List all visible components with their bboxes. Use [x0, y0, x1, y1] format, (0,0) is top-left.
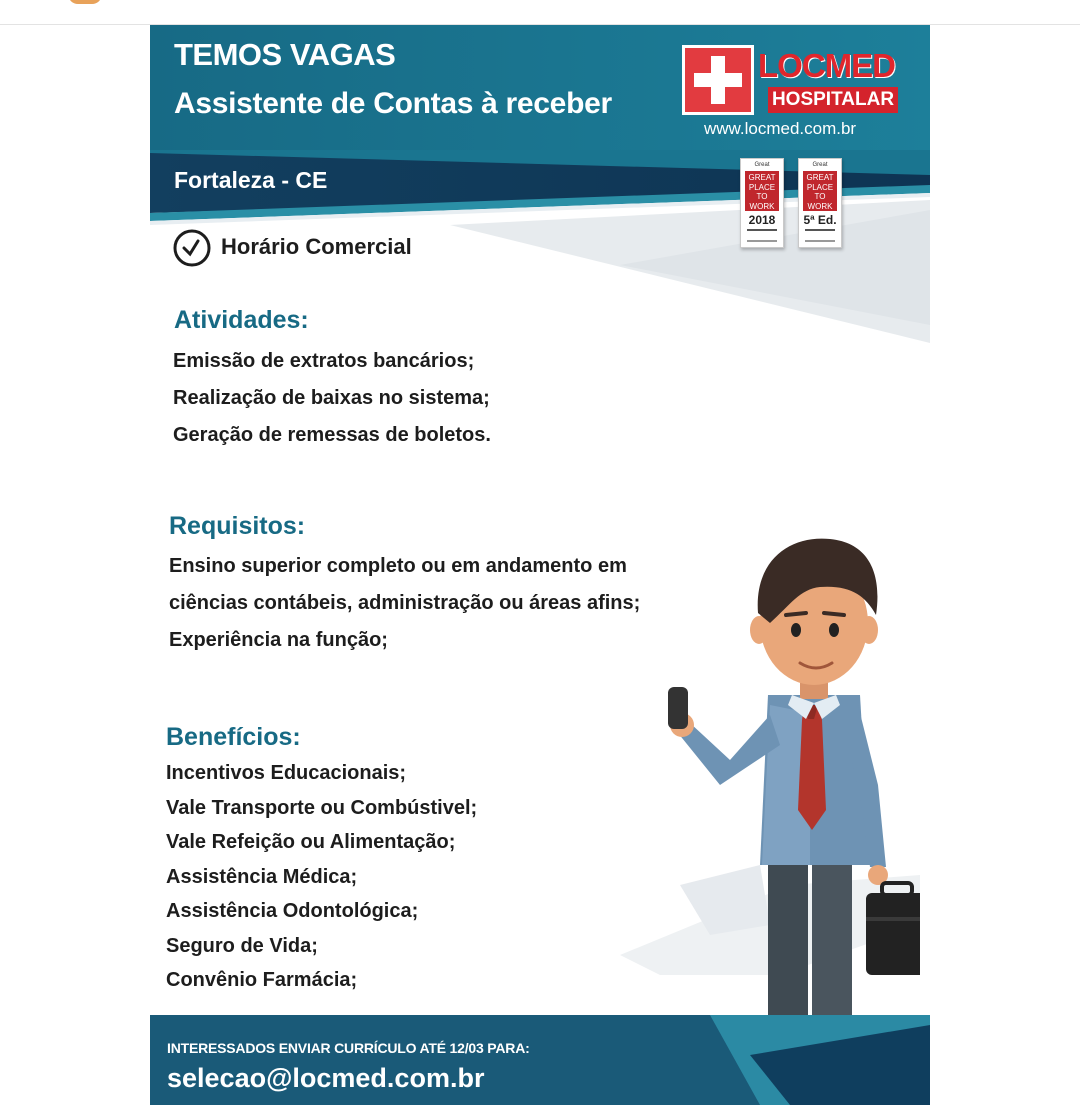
list-item: Vale Transporte ou Combústivel; — [166, 796, 478, 819]
list-item: Seguro de Vida; — [166, 934, 318, 957]
requirements-heading: Requisitos: — [169, 512, 306, 540]
top-strip — [0, 0, 1080, 25]
list-item: Convênio Farmácia; — [166, 969, 358, 991]
award-value: 2018 — [748, 213, 776, 227]
headline: TEMOS VAGAS — [174, 37, 396, 72]
list-item: Experiência na função; — [169, 629, 388, 651]
application-instruction: INTERESSADOS ENVIAR CURRÍCULO ATÉ 12/03 PARA: — [167, 1040, 530, 1056]
benefits-heading: Benefícios: — [166, 723, 301, 751]
requirements-list — [169, 548, 640, 659]
list-item: Geração de remessas de boletos. — [173, 424, 491, 446]
company-url: www.locmed.com.br — [704, 119, 857, 138]
award-value: 5ª Ed. — [803, 213, 837, 227]
award-label: GREAT PLACE TO WORK — [803, 171, 837, 211]
logo-subtitle: HOSPITALAR — [768, 87, 898, 113]
clock-icon — [172, 228, 212, 268]
list-item: Vale Refeição ou Alimentação; — [166, 831, 456, 853]
benefits-list — [166, 756, 477, 998]
company-logo — [682, 45, 898, 117]
activities-heading: Atividades: — [174, 306, 309, 334]
award-badge-5ed: Great GREAT PLACE TO WORK 5ª Ed. — [798, 158, 842, 248]
list-item: Incentivos Educacionais; — [166, 762, 407, 784]
list-item: Assistência Odontológica; — [166, 900, 419, 922]
schedule-label: Horário Comercial — [221, 234, 412, 259]
list-item: ciências contábeis, administração ou áreas afins; — [169, 592, 641, 614]
logo-name: LOCMED — [758, 47, 895, 84]
list-item: Ensino superior completo ou em andamento em — [169, 555, 627, 577]
award-badge-2018: Great GREAT PLACE TO WORK 2018 — [740, 158, 784, 248]
medical-cross-icon — [682, 45, 754, 115]
list-item: Realização de baixas no sistema; — [173, 387, 490, 409]
avatar-fragment — [68, 0, 102, 4]
job-poster — [150, 25, 930, 1105]
award-label: GREAT PLACE TO WORK — [745, 171, 779, 211]
list-item: Assistência Médica; — [166, 865, 358, 888]
list-item: Emissão de extratos bancários; — [173, 350, 475, 372]
activities-list — [173, 343, 491, 454]
contact-email[interactable]: selecao@locmed.com.br — [167, 1063, 485, 1093]
job-title: Assistente de Contas à receber — [174, 87, 612, 120]
location-label: Fortaleza - CE — [174, 167, 328, 193]
